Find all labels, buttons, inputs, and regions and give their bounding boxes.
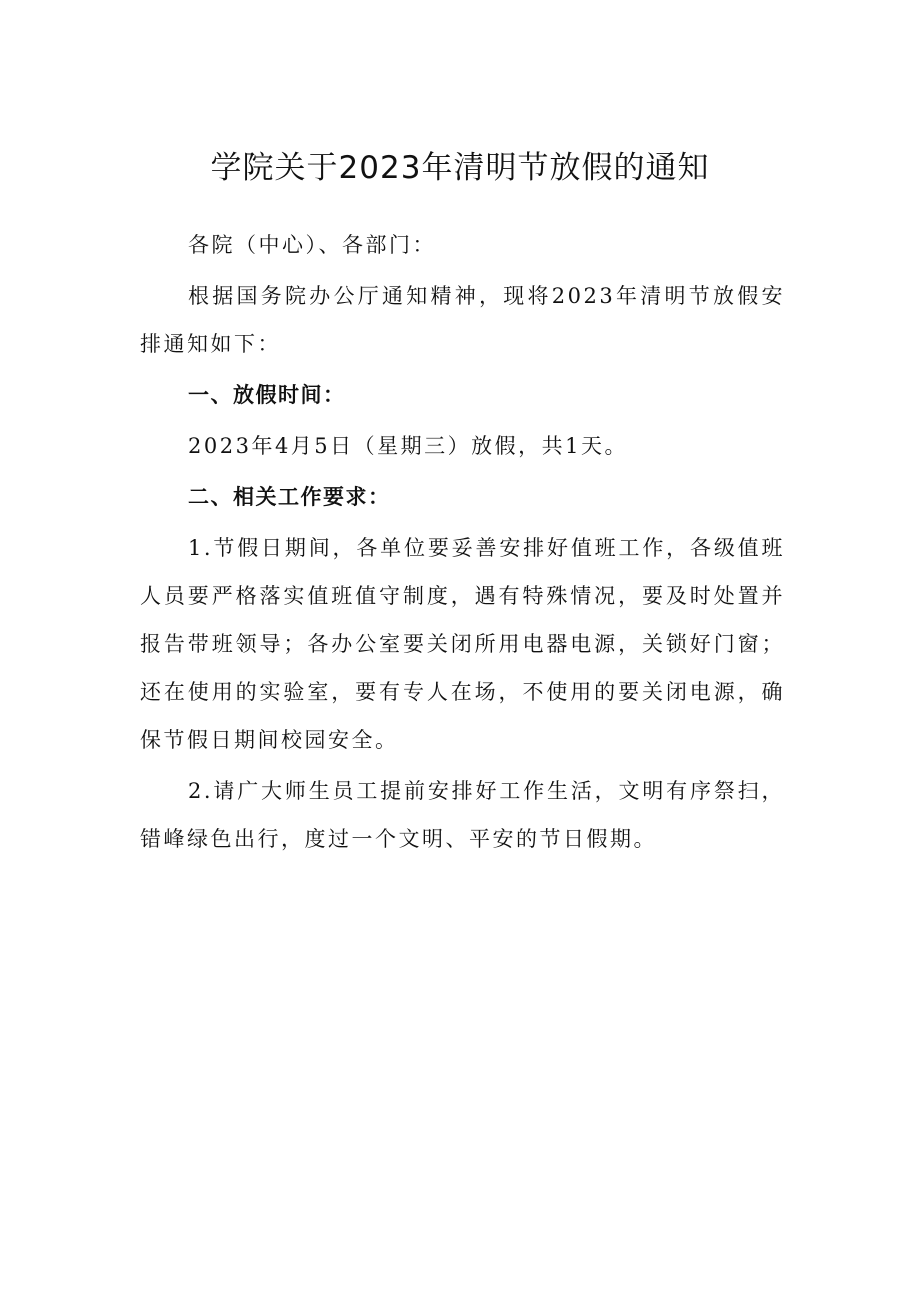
salutation: 各院（中心）、各部门： [188, 233, 436, 257]
requirement-item-2: 2.请广大师生员工提前安排好工作生活，文明有序祭扫，错峰绿色出行，度过一个文明、平安的节日假期。 [140, 779, 785, 851]
holiday-time-paragraph: 2023年4月5日（星期三）放假，共1天。 [188, 434, 629, 458]
intro-paragraph: 根据国务院办公厅通知精神，现将2023年清明节放假安排通知如下： [140, 284, 785, 356]
section-heading-holiday-time: 一、放假时间： [188, 383, 346, 407]
section-heading-work-requirements: 二、相关工作要求： [188, 485, 391, 509]
requirement-item-1: 1.节假日期间，各单位要妥善安排好值班工作，各级值班人员要严格落实值班值守制度，遇有特殊情况，要及时处置并报告带班领导；各办公室要关闭所用电器电源，关锁好门窗；还在使用的实验室，要有专人在场，不使用的要关闭电源，确保节假日期间校园安全。 [140, 536, 785, 752]
document-title: 学院关于2023年清明节放假的通知 [210, 150, 710, 186]
document-body [140, 221, 785, 866]
